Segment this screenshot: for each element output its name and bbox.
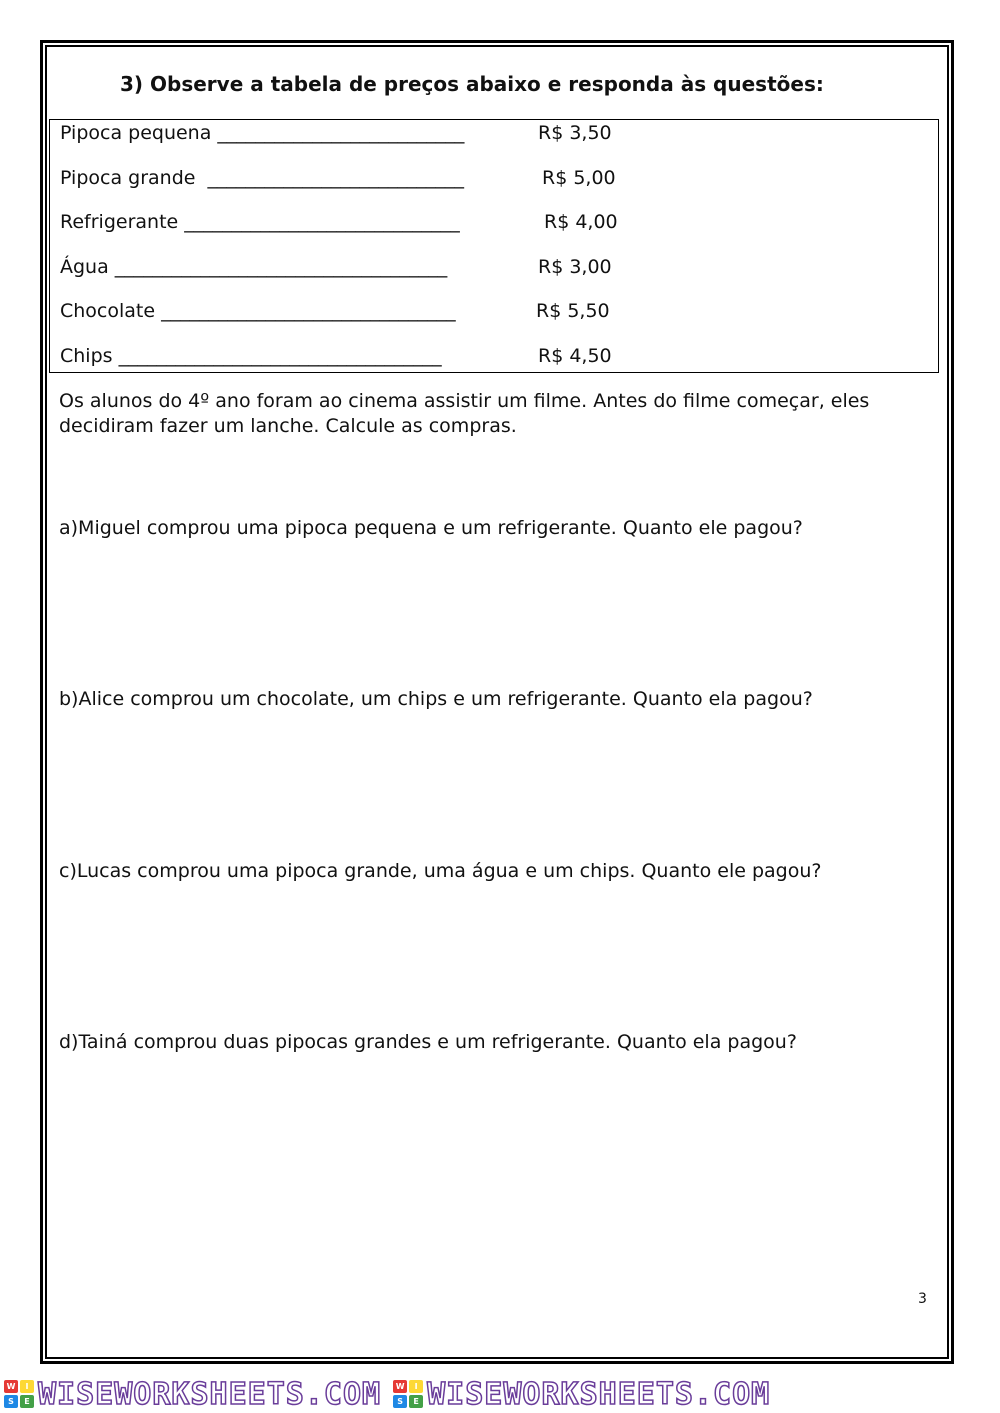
logo-letter: W <box>393 1380 407 1393</box>
item-price: R$ 3,00 <box>538 256 612 278</box>
price-row <box>60 167 464 189</box>
leader-line: __________________________ <box>217 122 465 144</box>
page-number: 3 <box>918 1291 927 1307</box>
watermark-text: WISEWORKSHEETS.COM <box>427 1376 771 1412</box>
logo-letter: W <box>4 1380 18 1393</box>
logo-letter: S <box>393 1395 407 1408</box>
item-price: R$ 5,00 <box>542 167 616 189</box>
item-name: Pipoca grande <box>60 167 196 189</box>
item-price: R$ 4,00 <box>544 211 618 233</box>
price-row <box>60 122 464 144</box>
leader-line: _______________________________ <box>161 300 456 322</box>
exercise-title: 3) Observe a tabela de preços abaixo e responda às questões: <box>120 72 824 96</box>
item-name: Chocolate <box>60 300 156 322</box>
watermark-text: WISEWORKSHEETS.COM <box>38 1376 382 1412</box>
watermark-block <box>389 1377 770 1412</box>
logo-icon <box>393 1380 423 1408</box>
intro-paragraph: Os alunos do 4º ano foram ao cinema assistir um filme. Antes do filme começar, eles decidiram fazer um lanche. Calcule as compras. <box>59 390 870 437</box>
item-price: R$ 3,50 <box>538 122 612 144</box>
price-row <box>60 211 460 233</box>
leader-line: ___________________________________ <box>114 256 448 278</box>
logo-letter: E <box>409 1395 423 1408</box>
question-b: b)Alice comprou um chocolate, um chips e um refrigerante. Quanto ela pagou? <box>59 688 813 710</box>
price-row <box>60 345 442 367</box>
logo-letter: E <box>20 1395 34 1408</box>
question-a: a)Miguel comprou uma pipoca pequena e um refrigerante. Quanto ele pagou? <box>59 517 803 539</box>
price-row <box>60 256 447 278</box>
leader-line: ___________________________ <box>207 167 465 189</box>
watermark-block <box>0 1377 381 1412</box>
logo-letter: I <box>20 1380 34 1393</box>
item-name: Refrigerante <box>60 211 179 233</box>
price-table <box>49 119 939 373</box>
leader-line: __________________________________ <box>118 345 442 367</box>
leader-line: _____________________________ <box>184 211 460 233</box>
item-name: Água <box>60 256 109 278</box>
watermark-footer <box>0 1375 1000 1413</box>
question-c: c)Lucas comprou uma pipoca grande, uma água e um chips. Quanto ele pagou? <box>59 860 822 882</box>
item-name: Pipoca pequena <box>60 122 212 144</box>
logo-icon <box>4 1380 34 1408</box>
logo-letter: I <box>409 1380 423 1393</box>
item-name: Chips <box>60 345 113 367</box>
question-d: d)Tainá comprou duas pipocas grandes e um refrigerante. Quanto ela pagou? <box>59 1031 797 1053</box>
item-price: R$ 4,50 <box>538 345 612 367</box>
price-row <box>60 300 456 322</box>
item-price: R$ 5,50 <box>536 300 610 322</box>
logo-letter: S <box>4 1395 18 1408</box>
